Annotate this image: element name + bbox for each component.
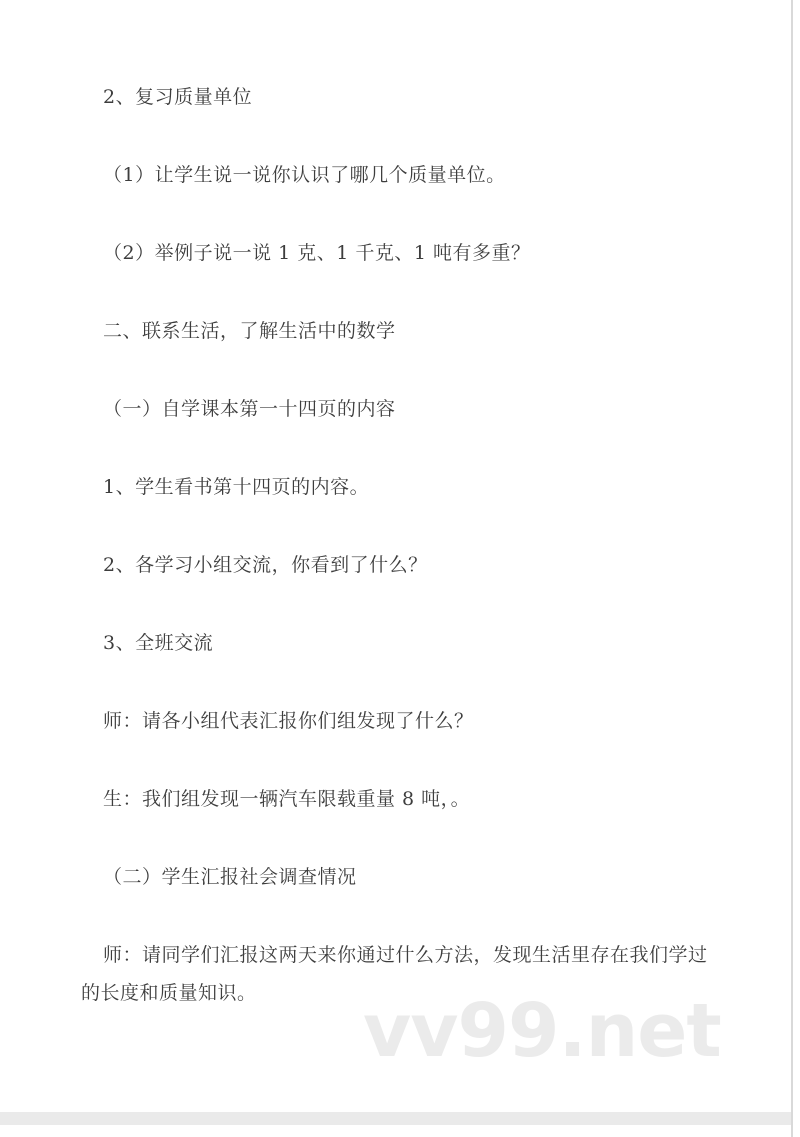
paragraph: 师：请各小组代表汇报你们组发现了什么？ [103,710,474,732]
paragraph: （2）举例子说一说 1 克、1 千克、1 吨有多重？ [103,242,531,264]
document-text [81,78,719,1052]
paragraph: 2、各学习小组交流，你看到了什么？ [103,554,428,576]
watermark: vv99.net [363,988,721,1074]
paragraph: （1）让学生说一说你认识了哪几个质量单位。 [103,164,506,186]
paragraph: 1、学生看书第十四页的内容。 [103,476,370,498]
page-edge-line [791,0,793,1137]
paragraph: 师：请同学们汇报这两天来你通过什么方法，发现生活里存在我们学过的长度和质量知识。 [81,944,708,1004]
paragraph: 3、全班交流 [103,632,214,654]
page-separator [0,1112,791,1125]
paragraph: （一）自学课本第一十四页的内容 [103,398,396,420]
paragraph: 二、联系生活，了解生活中的数学 [103,320,396,342]
paragraph: 生：我们组发现一辆汽车限载重量 8 吨，。 [103,788,471,810]
paragraph: 2、复习质量单位 [103,86,253,108]
paragraph: （二）学生汇报社会调查情况 [103,866,357,888]
